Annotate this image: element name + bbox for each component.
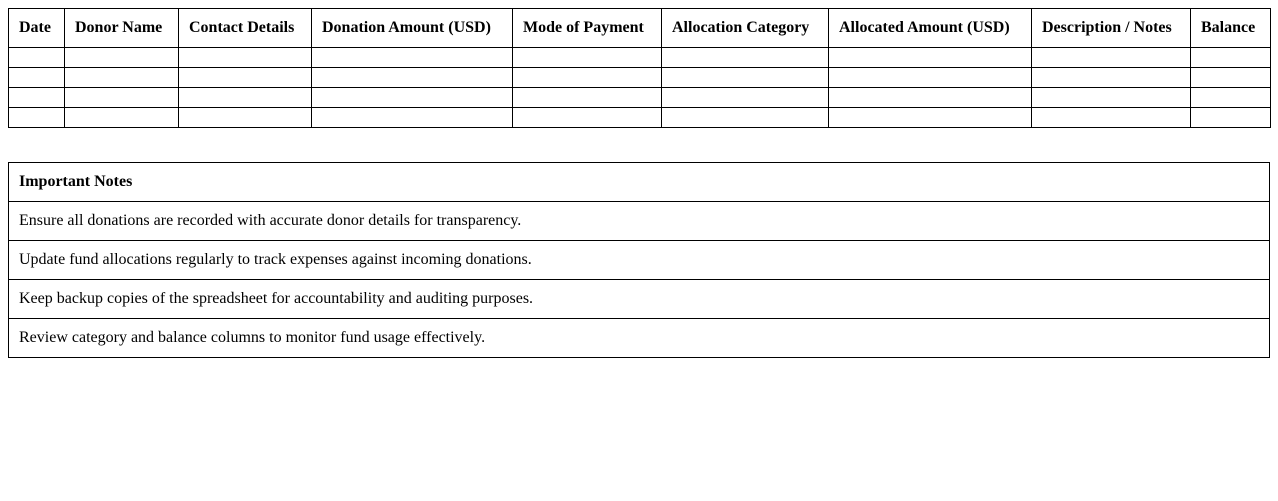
list-item	[9, 202, 1270, 241]
column-header-date: Date	[9, 9, 65, 48]
table-cell[interactable]	[65, 48, 179, 68]
table-cell[interactable]	[65, 68, 179, 88]
ledger-header-row	[9, 9, 1271, 48]
table-row	[9, 108, 1271, 128]
table-cell[interactable]	[513, 108, 662, 128]
column-header-donor-name: Donor Name	[65, 9, 179, 48]
table-cell[interactable]	[179, 48, 312, 68]
column-header-contact-details: Contact Details	[179, 9, 312, 48]
table-cell[interactable]	[662, 68, 829, 88]
list-item	[9, 319, 1270, 358]
table-cell[interactable]	[179, 88, 312, 108]
table-cell[interactable]	[1032, 48, 1191, 68]
important-notes-table	[8, 162, 1270, 358]
notes-header-row	[9, 163, 1270, 202]
table-cell[interactable]	[1032, 108, 1191, 128]
table-cell[interactable]	[312, 48, 513, 68]
table-cell[interactable]	[829, 68, 1032, 88]
table-cell[interactable]	[9, 68, 65, 88]
column-header-description-notes: Description / Notes	[1032, 9, 1191, 48]
table-row	[9, 68, 1271, 88]
table-row	[9, 48, 1271, 68]
column-header-donation-amount: Donation Amount (USD)	[312, 9, 513, 48]
table-cell[interactable]	[829, 48, 1032, 68]
table-cell[interactable]	[662, 108, 829, 128]
table-cell[interactable]	[513, 88, 662, 108]
notes-heading: Important Notes	[9, 163, 1270, 202]
table-cell[interactable]	[65, 108, 179, 128]
table-cell[interactable]	[829, 88, 1032, 108]
table-cell[interactable]	[179, 108, 312, 128]
note-text: Keep backup copies of the spreadsheet for accountability and auditing purposes.	[9, 280, 1270, 319]
table-cell[interactable]	[513, 48, 662, 68]
table-cell[interactable]	[9, 88, 65, 108]
table-cell[interactable]	[1191, 88, 1271, 108]
donation-ledger-table	[8, 8, 1271, 128]
table-cell[interactable]	[65, 88, 179, 108]
table-cell[interactable]	[1191, 108, 1271, 128]
list-item	[9, 280, 1270, 319]
note-text: Ensure all donations are recorded with accurate donor details for transparency.	[9, 202, 1270, 241]
note-text: Review category and balance columns to monitor fund usage effectively.	[9, 319, 1270, 358]
column-header-allocated-amount: Allocated Amount (USD)	[829, 9, 1032, 48]
table-cell[interactable]	[662, 88, 829, 108]
column-header-mode-of-payment: Mode of Payment	[513, 9, 662, 48]
list-item	[9, 241, 1270, 280]
table-cell[interactable]	[513, 68, 662, 88]
table-cell[interactable]	[179, 68, 312, 88]
table-row	[9, 88, 1271, 108]
table-cell[interactable]	[9, 108, 65, 128]
table-cell[interactable]	[1032, 68, 1191, 88]
table-cell[interactable]	[9, 48, 65, 68]
table-cell[interactable]	[1191, 48, 1271, 68]
column-header-balance: Balance	[1191, 9, 1271, 48]
note-text: Update fund allocations regularly to track expenses against incoming donations.	[9, 241, 1270, 280]
table-cell[interactable]	[1191, 68, 1271, 88]
table-cell[interactable]	[312, 88, 513, 108]
column-header-allocation-category: Allocation Category	[662, 9, 829, 48]
table-cell[interactable]	[829, 108, 1032, 128]
table-cell[interactable]	[1032, 88, 1191, 108]
table-cell[interactable]	[312, 108, 513, 128]
table-cell[interactable]	[662, 48, 829, 68]
table-cell[interactable]	[312, 68, 513, 88]
